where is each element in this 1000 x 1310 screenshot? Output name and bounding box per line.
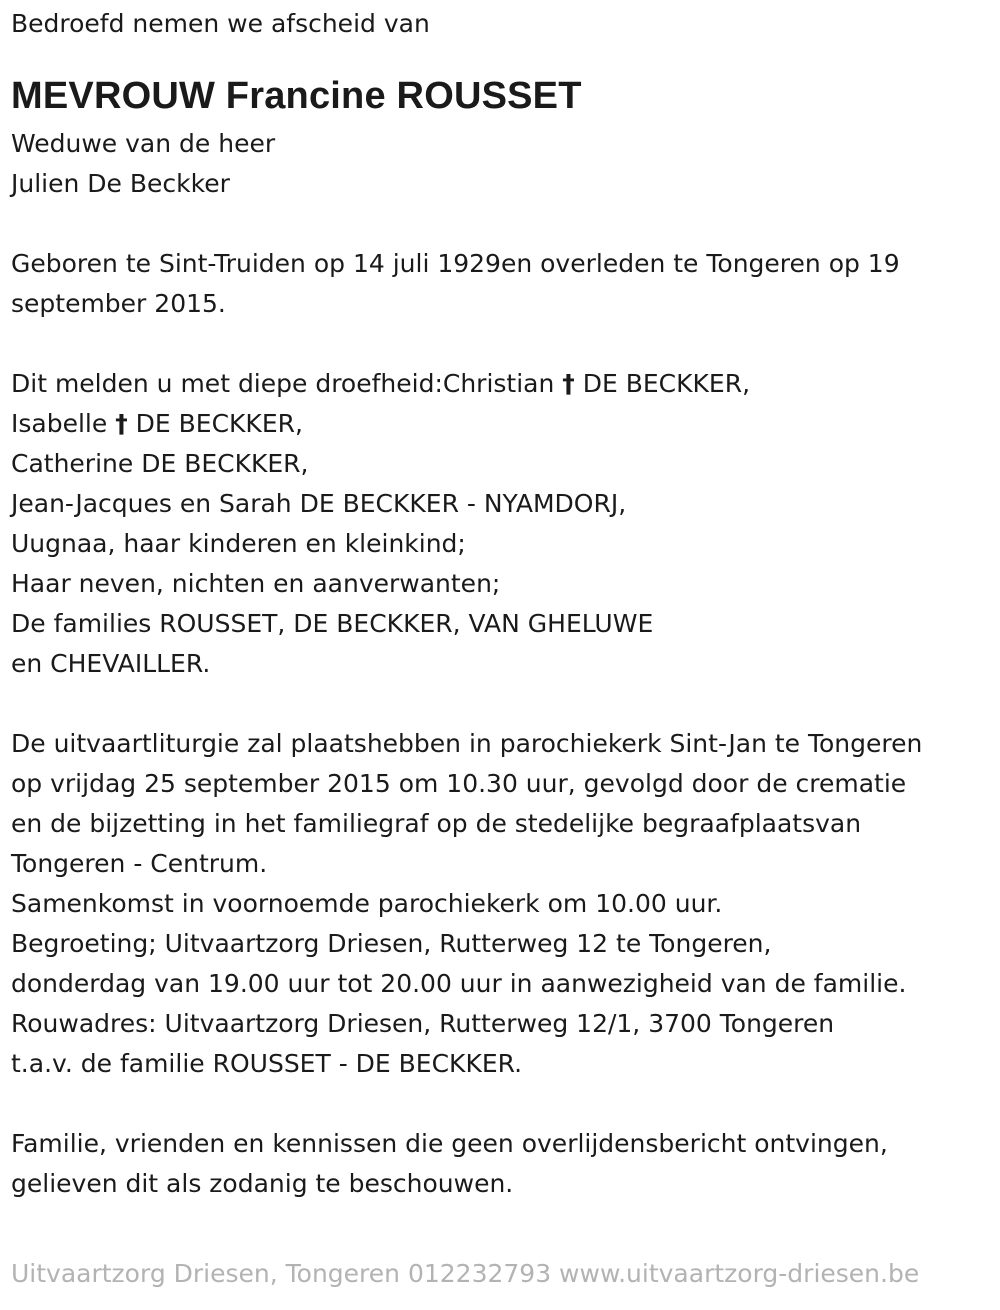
mourners-line-6: Haar neven, nichten en aanverwanten; — [11, 569, 501, 598]
ceremony-line-3: en de bijzetting in het familiegraf op de stedelijke begraafplaatsvan — [11, 809, 862, 838]
mourners-line-2-prefix: Isabelle — [11, 409, 116, 438]
ceremony-line-6: Begroeting; Uitvaartzorg Driesen, Rutterweg 12 te Tongeren, — [11, 929, 772, 958]
spouse-line-1: Weduwe van de heer — [11, 129, 276, 158]
birth-death-line-1: Geboren te Sint-Truiden op 14 juli 1929en overleden te Tongeren op 19 — [11, 249, 900, 278]
deceased-name: MEVROUW Francine ROUSSET — [11, 75, 582, 117]
ceremony-line-7: donderdag van 19.00 uur tot 20.00 uur in aanwezigheid van de familie. — [11, 969, 907, 998]
ceremony-line-9: t.a.v. de familie ROUSSET - DE BECKKER. — [11, 1049, 523, 1078]
ceremony-line-8: Rouwadres: Uitvaartzorg Driesen, Rutterweg 12/1, 3700 Tongeren — [11, 1009, 835, 1038]
mourners-line-1-suffix: DE BECKKER, — [574, 369, 751, 398]
ceremony-line-5: Samenkomst in voornoemde parochiekerk om 10.00 uur. — [11, 889, 723, 918]
mourners-line-2 — [11, 404, 990, 444]
intro-text: Bedroefd nemen we afscheid van — [11, 9, 430, 38]
closing-line-2: gelieven dit als zodanig te beschouwen. — [11, 1169, 514, 1198]
mourners-line-1 — [11, 364, 990, 404]
mourners-line-3: Catherine DE BECKKER, — [11, 449, 309, 478]
mourners-line-8: en CHEVAILLER. — [11, 649, 211, 678]
mourners-line-1-prefix: Dit melden u met diepe droefheid:Christian — [11, 369, 563, 398]
birth-death-line-2: september 2015. — [11, 289, 226, 318]
spouse-line-2: Julien De Beckker — [11, 169, 230, 198]
closing-line-1: Familie, vrienden en kennissen die geen overlijdensbericht ontvingen, — [11, 1129, 888, 1158]
funeral-home-footer: Uitvaartzorg Driesen, Tongeren 012232793 www.uitvaartzorg-driesen.be — [11, 1259, 920, 1288]
mourners-line-7: De families ROUSSET, DE BECKKER, VAN GHELUWE — [11, 609, 654, 638]
cross-icon: † — [115, 409, 128, 438]
mourners-line-4: Jean-Jacques en Sarah DE BECKKER - NYAMDORJ, — [11, 489, 627, 518]
mourners-line-5: Uugnaa, haar kinderen en kleinkind; — [11, 529, 466, 558]
cross-icon: † — [562, 369, 575, 398]
ceremony-line-2: op vrijdag 25 september 2015 om 10.30 uur, gevolgd door de crematie — [11, 769, 907, 798]
ceremony-line-1: De uitvaartliturgie zal plaatshebben in parochiekerk Sint-Jan te Tongeren — [11, 729, 923, 758]
ceremony-line-4: Tongeren - Centrum. — [11, 849, 268, 878]
mourners-line-2-suffix: DE BECKKER, — [127, 409, 303, 438]
